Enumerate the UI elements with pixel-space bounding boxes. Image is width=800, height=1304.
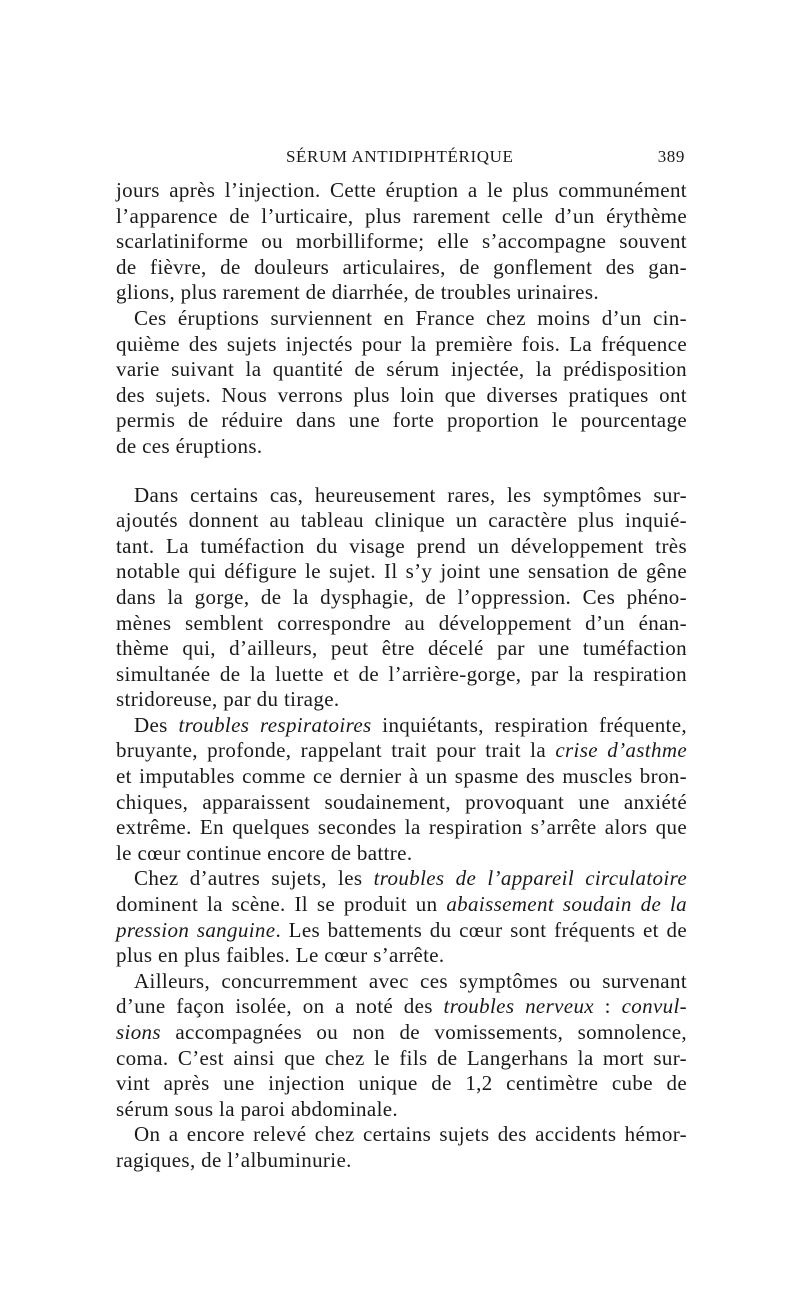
text-line: quième des sujets injectés pour la première fois. La fréquence — [116, 331, 687, 356]
running-title: SÉRUM ANTIDIPHTÉRIQUE — [286, 147, 514, 166]
text-line: bruyante, profonde, rappelant trait pour trait la crise d’asthme — [116, 738, 687, 763]
text-line: pression sanguine. Les battements du cœur sont fréquents et de — [116, 917, 688, 942]
text-line: de ces éruptions. — [116, 433, 263, 458]
text-line: Ailleurs, concurremment avec ces symptômes ou survenant — [134, 968, 687, 993]
text-line: permis de réduire dans une forte proportion le pourcentage — [116, 408, 687, 433]
text-line: ragiques, de l’albuminurie. — [116, 1147, 352, 1172]
text-line: On a encore relevé chez certains sujets des accidents hémor- — [134, 1122, 687, 1147]
text-line: des sujets. Nous verrons plus loin que diverses pratiques ont — [116, 382, 687, 407]
text-line: extrême. En quelques secondes la respiration s’arrête alors que — [116, 815, 687, 840]
text-line: vint après une injection unique de 1,2 centimètre cube de — [116, 1071, 687, 1096]
paragraph — [116, 178, 687, 306]
text-line: sérum sous la paroi abdominale. — [116, 1096, 399, 1121]
text-line: ajoutés donnent au tableau clinique un caractère plus inquié- — [116, 508, 687, 533]
paragraph — [116, 306, 687, 460]
text-line: le cœur continue encore de battre. — [116, 840, 413, 865]
text-line: mènes semblent correspondre au développement d’un énan- — [116, 610, 687, 635]
text-line: glions, plus rarement de diarrhée, de troubles urinaires. — [116, 280, 599, 305]
text-line: stridoreuse, par du tirage. — [116, 687, 340, 712]
text-line: d’une façon isolée, on a noté des troubles nerveux : convul- — [116, 994, 687, 1019]
paragraph — [116, 866, 687, 968]
text-line: Des troubles respiratoires inquiétants, respiration fréquente, — [134, 712, 687, 737]
text-line: dans la gorge, de la dysphagie, de l’oppression. Ces phéno- — [116, 584, 687, 609]
text-line: dominent la scène. Il se produit un abaissement soudain de la — [116, 892, 688, 917]
text-line: notable qui défigure le sujet. Il s’y joint une sensation de gêne — [116, 559, 687, 584]
section-break — [116, 460, 687, 483]
paragraph — [116, 1122, 687, 1173]
text-line: varie suivant la quantité de sérum injectée, la prédisposition — [116, 357, 687, 382]
text-line: l’apparence de l’urticaire, plus rarement celle d’un érythème — [116, 203, 687, 228]
text-line: Chez d’autres sujets, les troubles de l’appareil circulatoire — [134, 866, 687, 891]
body-text — [116, 178, 687, 1174]
paragraph — [116, 483, 687, 713]
text-line: Dans certains cas, heureusement rares, les symptômes sur- — [134, 482, 687, 507]
paragraph — [116, 713, 687, 867]
text-line: de fièvre, de douleurs articulaires, de gonflement des gan- — [116, 254, 687, 279]
text-line: plus en plus faibles. Le cœur s’arrête. — [116, 943, 445, 968]
page-number: 389 — [657, 147, 685, 166]
text-line: jours après l’injection. Cette éruption a le plus communément — [116, 178, 687, 202]
text-line: scarlatiniforme ou morbilliforme; elle s’accompagne souvent — [116, 229, 687, 254]
paragraph — [116, 969, 687, 1123]
text-line: et imputables comme ce dernier à un spasme des muscles bron- — [116, 764, 687, 789]
text-line: thème qui, d’ailleurs, peut être décelé par une tuméfaction — [116, 636, 687, 661]
text-line: Ces éruptions surviennent en France chez moins d’un cin- — [134, 305, 687, 330]
text-line: simultanée de la luette et de l’arrière-gorge, par la respiration — [116, 661, 687, 686]
text-line: tant. La tuméfaction du visage prend un développement très — [116, 533, 687, 558]
text-line: coma. C’est ainsi que chez le fils de Langerhans la mort sur- — [116, 1045, 687, 1070]
text-line: chiques, apparaissent soudainement, provoquant une anxiété — [116, 789, 687, 814]
text-line: sions accompagnées ou non de vomissements, somnolence, — [116, 1020, 687, 1044]
